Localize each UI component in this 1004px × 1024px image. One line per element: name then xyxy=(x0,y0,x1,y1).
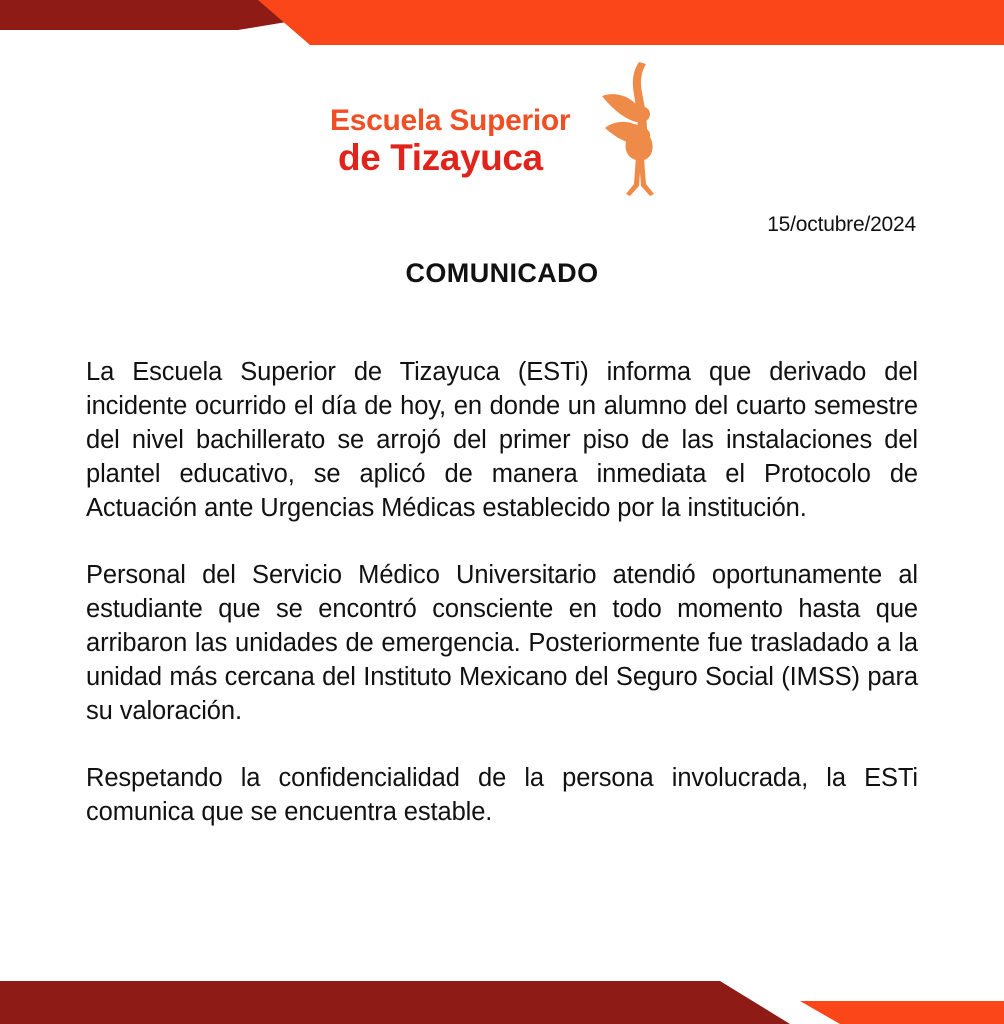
logo-line-1: Escuela Superior xyxy=(330,104,571,137)
bottom-orange-shape xyxy=(800,1001,1004,1024)
top-maroon-shape xyxy=(0,0,420,30)
logo-wordmark xyxy=(330,106,605,178)
logo-line-2: de Tizayuca xyxy=(338,137,543,178)
document-date: 15/octubre/2024 xyxy=(767,213,916,236)
page-title: COMUNICADO xyxy=(405,258,599,288)
flamingo-bird-icon xyxy=(592,58,682,198)
document-body xyxy=(86,355,918,829)
paragraph-3: Respetando la confidencialidad de la persona involucrada, la ESTi comunica que se encuentra estable. xyxy=(86,764,918,826)
bottom-decorative-banner xyxy=(0,964,1004,1024)
paragraph-2: Personal del Servicio Médico Universitario atendió oportunamente al estudiante que se encontró consciente en todo momento hasta que arribaron las unidades de emergencia. Posteriormente fue trasladado a la unidad más cercana del Instituto Mexicano del Seguro Social (IMSS) para su valoración. xyxy=(86,561,918,725)
top-decorative-banner xyxy=(0,0,1004,60)
institution-logo xyxy=(0,58,1004,203)
bottom-maroon-shape xyxy=(0,981,790,1024)
paragraph-1: La Escuela Superior de Tizayuca (ESTi) informa que derivado del incidente ocurrido el día de hoy, en donde un alumno del cuarto semestre del nivel bachillerato se arrojó del primer piso de las instalaciones del plantel educativo, se aplicó de manera inmediata el Protocolo de Actuación ante Urgencias Médicas establecido por la institución. xyxy=(86,358,918,522)
top-orange-shape xyxy=(258,0,1004,45)
